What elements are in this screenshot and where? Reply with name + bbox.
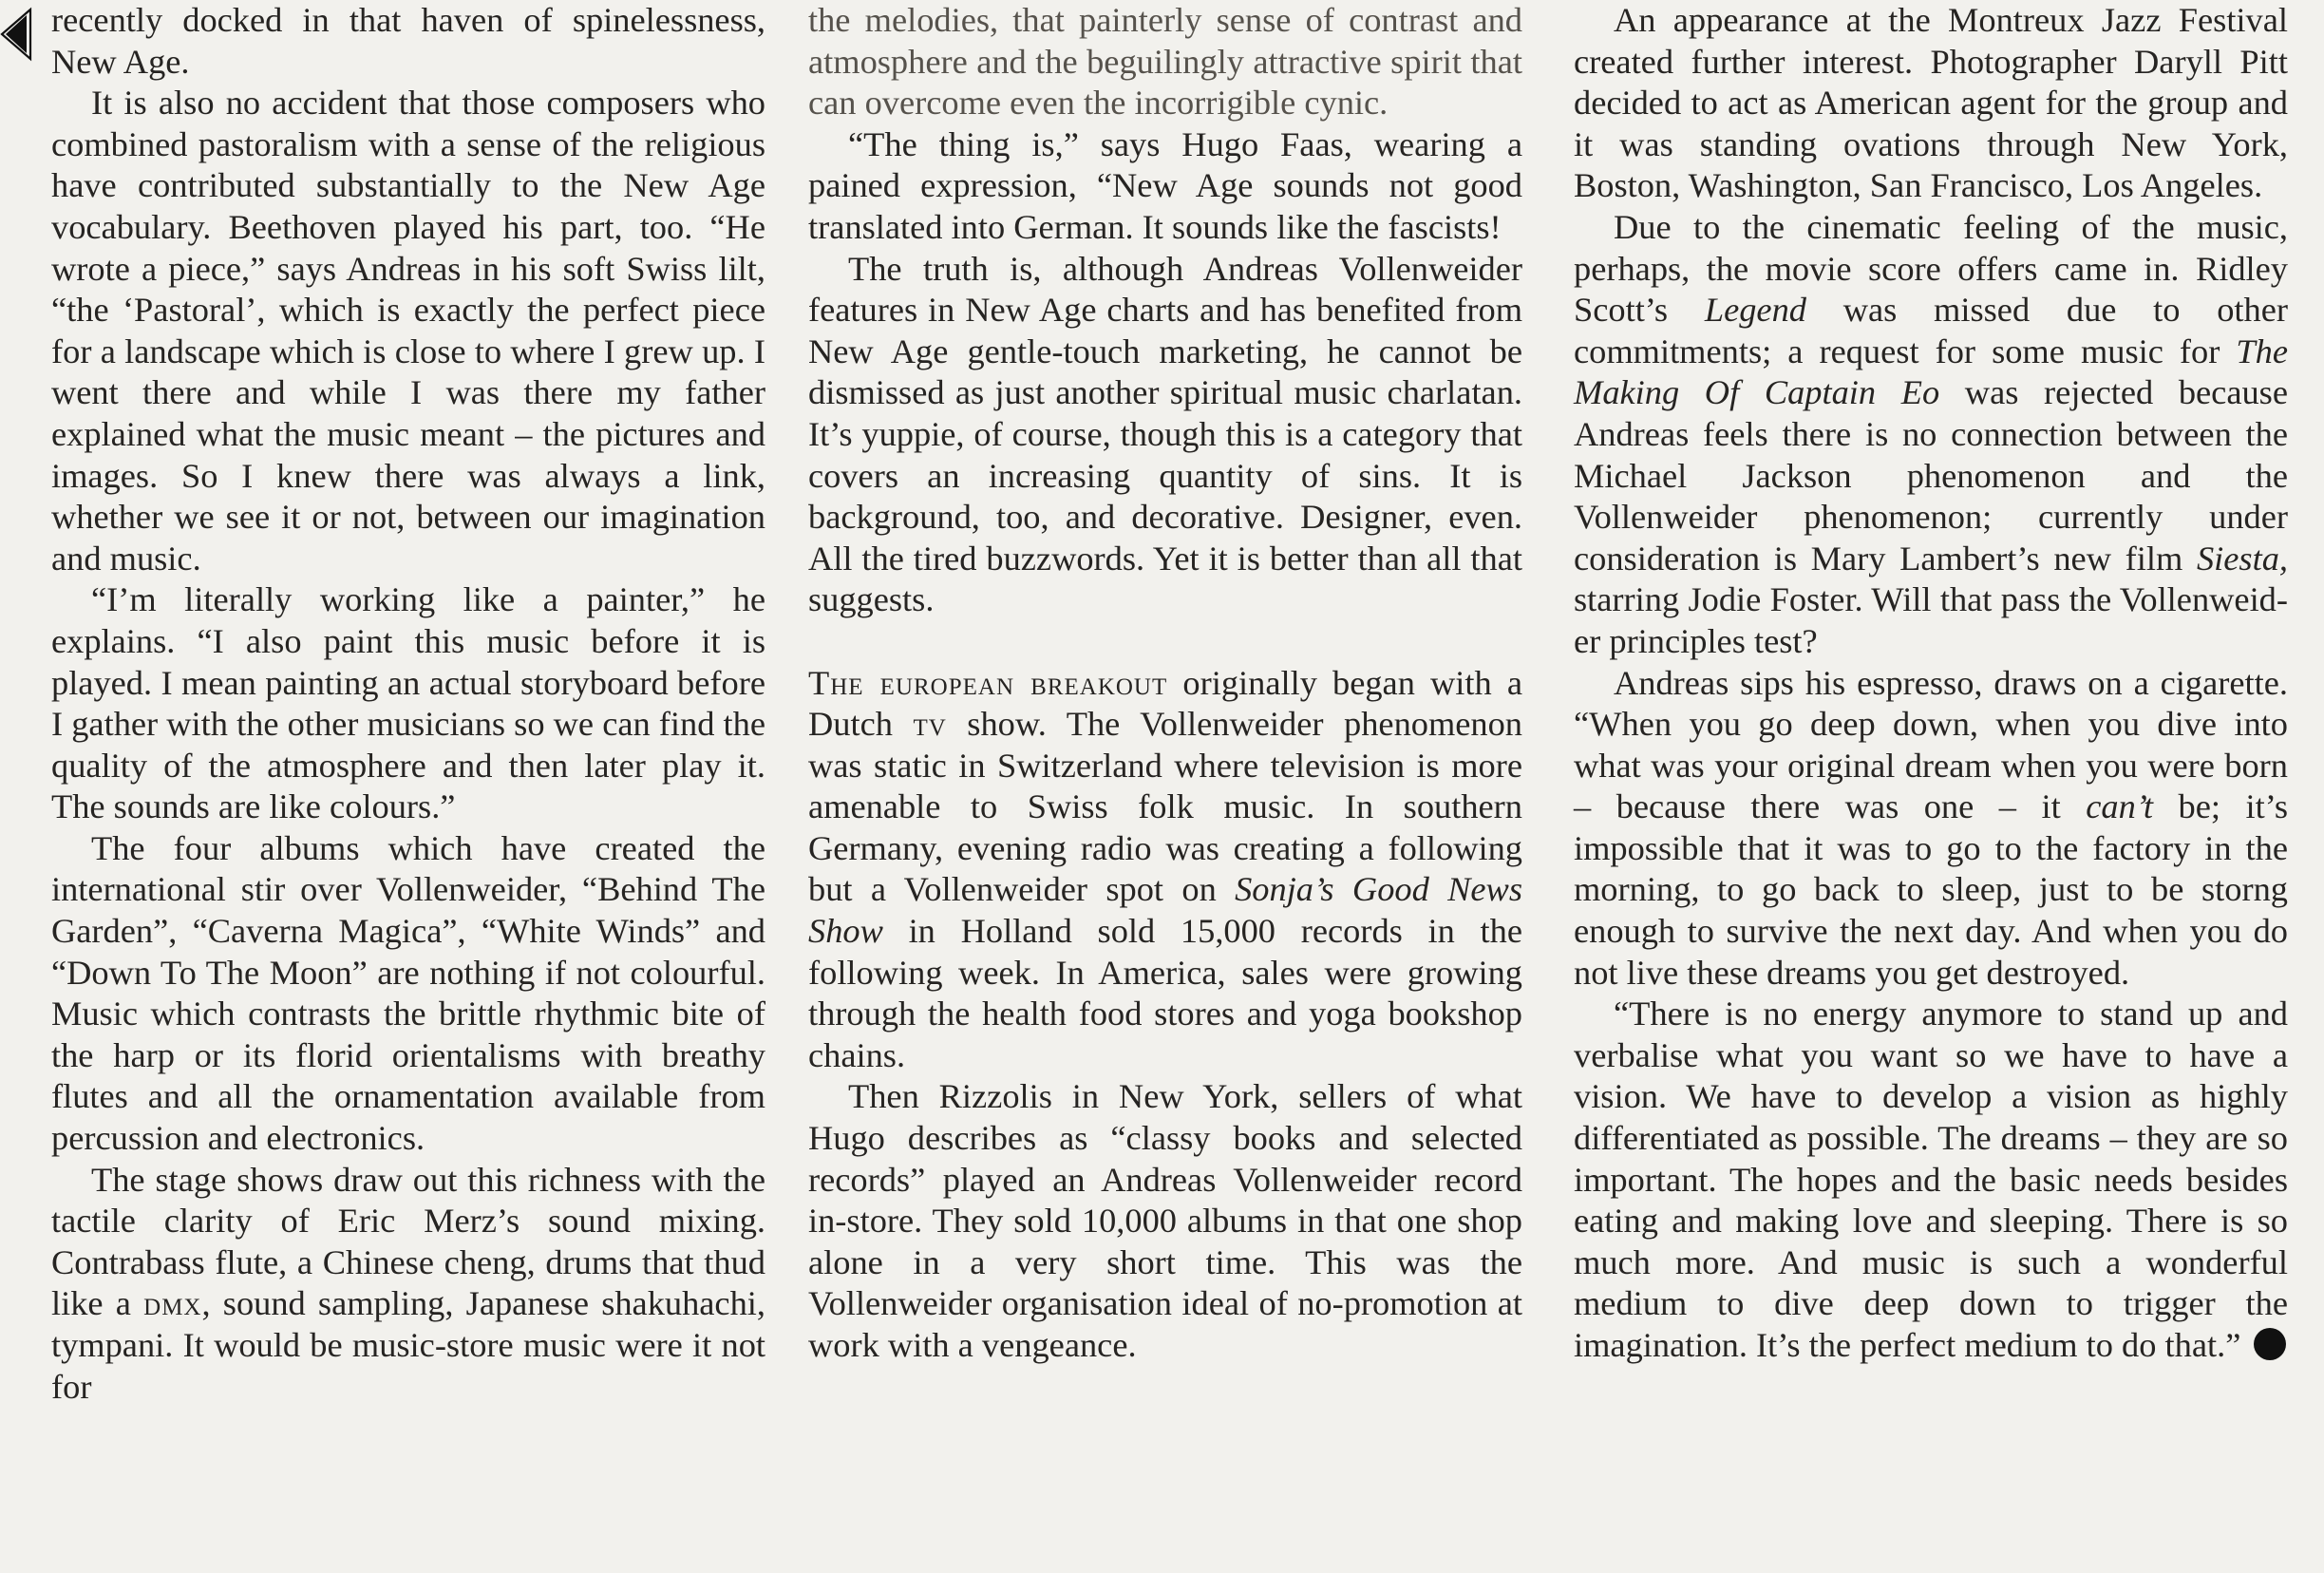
paragraph: It is also no accident that those composers who combined pastoralism with a sense of the religious have contributed substantially to the New Age vocabulary. Beethoven played his part, too. “He wrote a piece,” says Andreas in his soft Swiss lilt, “the ‘Pastoral’, which is exactly the perfect piece for a landscape which is close to where I grew up. I went there and while I was there my father explained what the music meant – the pictures and images. So I knew there was always a link, whether we see it or not, between our imagination and music. bbox=[51, 84, 765, 578]
text-run: was missed due to other commitments; a request for some music for bbox=[1574, 291, 2288, 370]
paragraph: recently docked in that haven of spinelessness, New Age. bbox=[51, 1, 765, 81]
text-run: , sound sampling, Japanese shakuhachi, tympani. It would be music-store music were it not for bbox=[51, 1284, 765, 1406]
text-run: show. The Vollenweider phenomenon was static in Switzerland where television is more amenable to Swiss folk music. In southern Germany, evening radio was creating a following but a Vollenweider spot on bbox=[808, 705, 1522, 909]
paragraph: the melodies, that painterly sense of contrast and atmosphere and the beguilingly attractive spirit that can overcome even the incorrigible cynic. bbox=[808, 1, 1522, 123]
small-caps-text: dmx bbox=[143, 1284, 202, 1323]
paragraph: “I’m literally working like a painter,” he explains. “I also paint this music before it is played. I mean painting an actual storyboard before I gather with the other musicians so we can find the quality of the atmosphere and then later play it. The sounds are like colours.” bbox=[51, 580, 765, 826]
text-run: originally began with a Dutch bbox=[808, 663, 1523, 744]
text-run: be; it’s impossible that it was to go to the factory in the morning, to go back to sleep, just to be storng enough to survive the next day. And when you do not live these dreams you get destroyed. bbox=[1574, 787, 2288, 992]
italic-word: can’t bbox=[2086, 787, 2153, 826]
text-run: Due to the cinematic feeling of the music, perhaps, the movie score offers came in. Ridley Scott’s bbox=[1574, 207, 2288, 330]
paragraph: The four albums which have created the international stir over Vollenweider, “Behind The Garden”, “Caverna Magica”, “White Winds” and “Down To The Moon” are nothing if not colourful. Music which contrasts the brittle rhythmic bite of the harp or its florid orientalisms with breathy flutes and all the ornamentation available from percussion and electronics. bbox=[51, 828, 765, 1158]
text-run: was rejected because Andreas feels there is no connection between the Michael Jackson phenomenon and the Vollenweider phenomenon; currently under consideration is Mary Lambert’s new film bbox=[1574, 373, 2288, 578]
text-run: in Holland sold 15,000 records in the following week. In America, sales were growing through the health food stores and yoga bookshop chains. bbox=[808, 912, 1522, 1074]
small-caps-text: tv bbox=[913, 705, 947, 744]
paragraph bbox=[51, 1160, 765, 1409]
paragraph: Then Rizzolis in New York, sellers of what Hugo describes as “classy books and selected records” played an Andreas Vollenweider record in-store. They sold 10,000 albums in that one shop alone in a very short time. This was the Vollenweider organisation ideal of no-promotion at work with a vengeance. bbox=[808, 1077, 1522, 1364]
text-column-2 bbox=[808, 0, 1522, 1367]
paragraph: The truth is, although Andreas Vollenweider features in New Age charts and has benefited from New Age gentle-touch marketing, he cannot be dismissed as just another spiritual music charlatan. It’s yuppie, of course, though this is a category that covers an increasing quantity of sins. It is background, too, and decorative. Designer, even. All the tired buzzwords. Yet it is better than all that suggests. bbox=[808, 249, 1522, 619]
paragraph: “The thing is,” says Hugo Faas, wearing a pained expression, “New Age sounds not good translated into German. It sounds like the fascists! bbox=[808, 124, 1522, 246]
italic-title: Legend bbox=[1704, 291, 1806, 330]
italic-title: The Making Of Captain Eo bbox=[1574, 332, 2288, 412]
left-pointing-triangle-icon bbox=[0, 6, 32, 63]
paragraph bbox=[1574, 663, 2288, 995]
italic-title: Siesta, bbox=[2196, 539, 2288, 578]
paragraph: An appearance at the Montreux Jazz Festival created further interest. Photographer Daryll Pitt decided to act as American agent for the group and it was standing ovations through New York, Boston, Washington, San Francisco, Los Angeles. bbox=[1574, 1, 2288, 205]
section-lead-in: The european breakout bbox=[808, 663, 1168, 702]
italic-title: Sonja’s Good News Show bbox=[808, 870, 1522, 951]
text-run: starring Jodie Foster. Will that pass the Vollenweider principles test? bbox=[1574, 580, 2288, 660]
text-run: The stage shows draw out this richness with the tactile clarity of Eric Merz’s sound mixing. Contrabass flute, a Chinese cheng, drums that thud like a bbox=[51, 1160, 765, 1323]
end-of-article-dot-icon bbox=[2254, 1328, 2286, 1360]
section-paragraph bbox=[808, 663, 1522, 1077]
text-column-1 bbox=[51, 0, 765, 1408]
text-run: Andreas sips his espresso, draws on a cigarette. “When you go deep down, when you dive into what was your original dream when you were born – because there was one – it bbox=[1574, 663, 2288, 826]
paragraph bbox=[1574, 994, 2288, 1366]
text-run: “There is no energy anymore to stand up and verbalise what you want so we have to have a vision. We have to develop a vision as highly differentiated as possible. The dreams – they are so important. The hopes and the basic needs besides eating and making love and sleeping. There is so much more. And music is such a wonderful medium to dive deep down to trigger the imagination. It’s the perfect medium to do that.” bbox=[1574, 995, 2288, 1364]
paragraph bbox=[1574, 207, 2288, 663]
text-column-3 bbox=[1574, 0, 2288, 1367]
